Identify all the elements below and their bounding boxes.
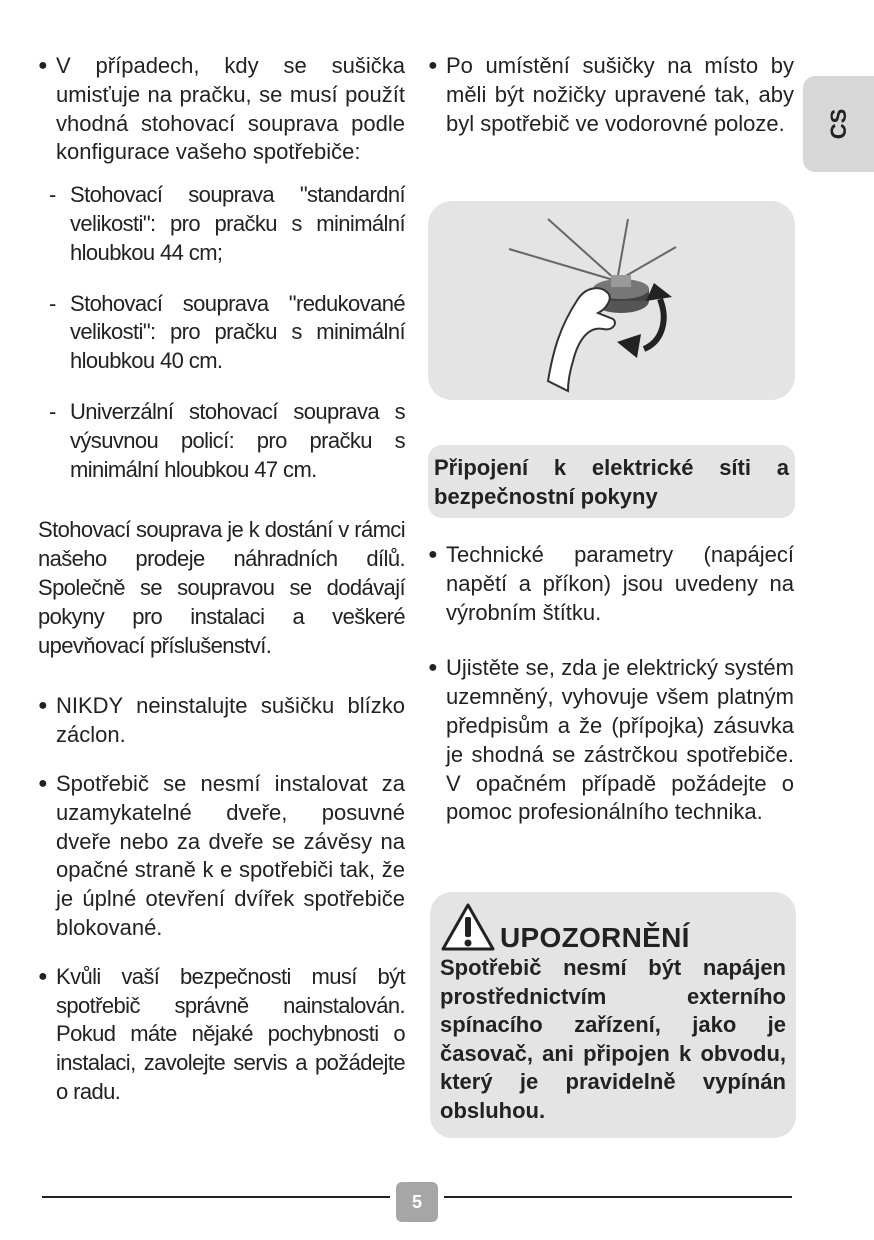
foot-adjustment-illustration xyxy=(428,201,795,400)
footer-line-left xyxy=(42,1196,390,1198)
language-tab-label: CS xyxy=(825,108,851,140)
right-column-bottom xyxy=(428,541,794,827)
section-title: Připojení k elektrické síti a bezpečnostní pokyny xyxy=(434,455,789,509)
reduced-kit-item: - Stohovací souprava "redukované velikosti": pro pračku s minimální hloubkou 40 cm. xyxy=(38,290,405,376)
language-tab xyxy=(803,76,874,172)
warning-text: Spotřebič nesmí být napájen prostřednictvím externího spínacího zařízení, jako je časovač, ani připojen k obvodu, který je pravidelně vypínán obsluhou. xyxy=(440,955,786,1123)
warning-box xyxy=(430,892,796,1138)
footer-line-right xyxy=(444,1196,792,1198)
warning-title: UPOZORNĚNÍ xyxy=(500,922,690,953)
standard-kit-item: - Stohovací souprava "standardní velikosti": pro pračku s minimální hloubkou 44 cm; xyxy=(38,181,405,267)
door-blocking-bullet: ● Spotřebič se nesmí instalovat za uzamykatelné dveře, posuvné dveře nebo za dveře se závěsy na opačné straně k e spotřebiči tak, že je úplné otevření dvířek spotřebiče blokované. xyxy=(38,770,405,943)
spare-parts-paragraph: Stohovací souprava je k dostání v rámci našeho prodeje náhradních dílů. Společně se soupravou se dodávají pokyny pro instalaci a veškeré upevňovací příslušenství. xyxy=(38,517,405,658)
feet-adjust-bullet: ● Po umístění sušičky na místo by měli být nožičky upravené tak, aby byl spotřebič ve vodorovné poloze. xyxy=(428,52,794,138)
right-column-top xyxy=(428,52,794,138)
left-column xyxy=(38,52,405,1107)
grounding-bullet: ● Ujistěte se, zda je elektrický systém uzemněný, vyhovuje všem platným předpisům a že (přípojka) zásuvka je shodná se zástrčkou spotřebiče. V opačném případě požádejte o pomoc profesionálního technika. xyxy=(428,654,794,827)
stacking-kit-bullet: ● V případech, kdy se sušička umisťuje na pračku, se musí použít vhodná stohovací souprava podle konfigurace vašeho spotřebiče: xyxy=(38,52,405,167)
page-number: 5 xyxy=(396,1182,438,1222)
electrical-section-heading xyxy=(428,445,795,518)
hand-turning-foot-icon xyxy=(428,201,795,400)
universal-kit-item: - Univerzální stohovací souprava s výsuvnou policí: pro pračku s minimální hloubkou 47 cm. xyxy=(38,398,405,484)
warning-triangle-icon xyxy=(440,902,496,952)
rating-plate-bullet: ● Technické parametry (napájecí napětí a příkon) jsou uvedeny na výrobním štítku. xyxy=(428,541,794,627)
safety-install-bullet: ● Kvůli vaší bezpečnosti musí být spotřebič správně nainstalován. Pokud máte nějaké pochybnosti o instalaci, zavolejte servis a požádejte o radu. xyxy=(38,963,405,1107)
curtains-warning-bullet: ● NIKDY neinstalujte sušičku blízko záclon. xyxy=(38,692,405,750)
